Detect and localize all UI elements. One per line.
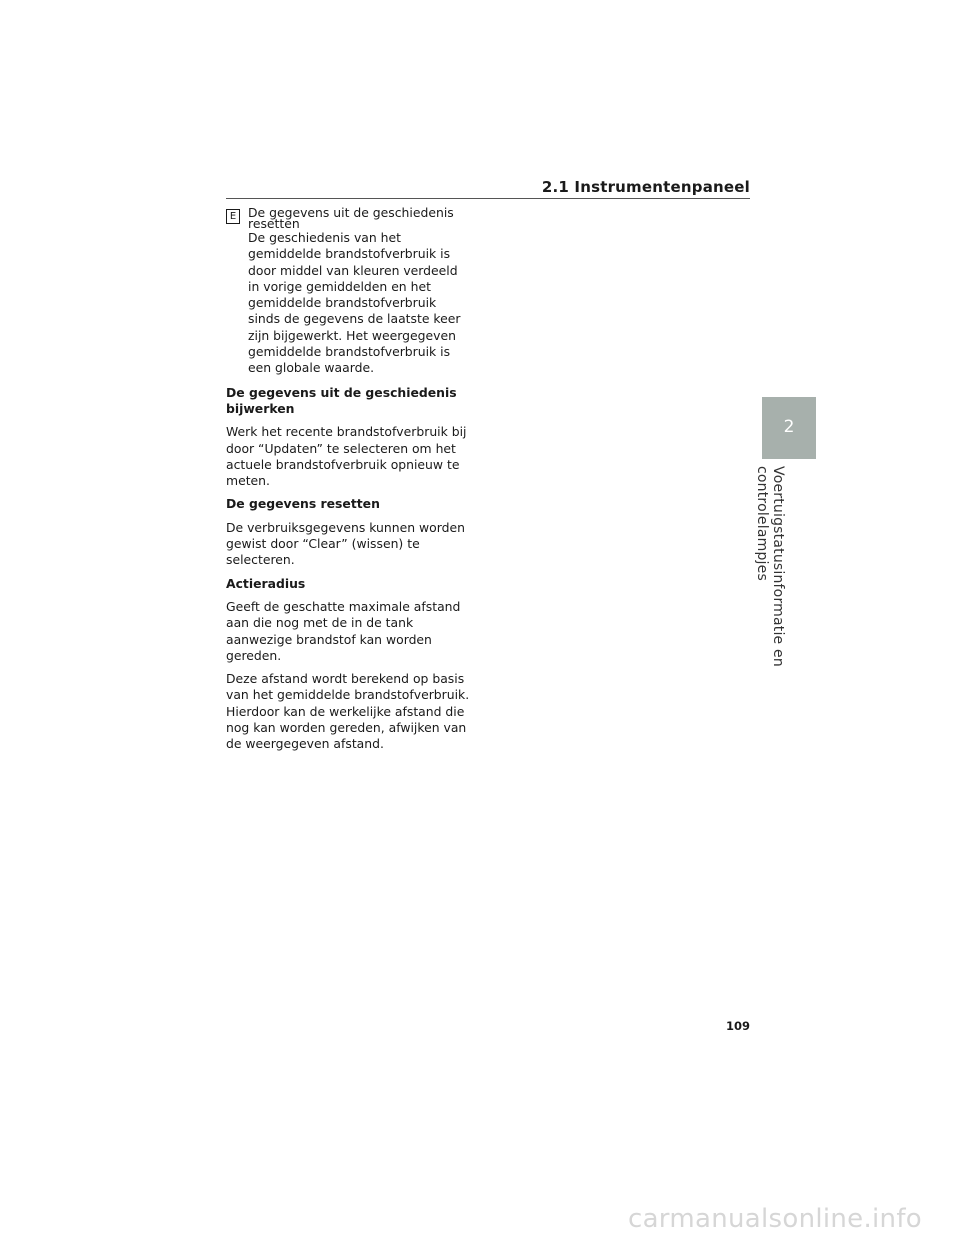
chapter-number: 2 (783, 417, 795, 437)
section-title: 2.1 Instrumentenpaneel (541, 178, 750, 196)
item-body: De geschiedenis van het gemiddelde brandstofverbruik is door middel van kleuren verdeeld in vorige gemiddelden en het gemiddelde brandstofverbruik sinds de gegevens de laatste keer zijn bijgewerkt. Het weergegeven gemiddelde brandstofverbruik is een globale waarde. (248, 230, 461, 376)
chapter-label: Voertuigstatusinformatie en controlelampjes (754, 466, 786, 667)
paragraph: Geeft de geschatte maximale afstand aan die nog met de in de tank aanwezige brandstof kan worden gereden. (226, 598, 461, 663)
page-number: 109 (725, 1019, 750, 1033)
chapter-tab (762, 397, 816, 459)
main-content (226, 207, 471, 760)
paragraph: Deze afstand wordt berekend op basis van het gemiddelde brandstofverbruik. Hierdoor kan de werkelijke afstand die nog kan worden gereden, afwijken van de weergegeven afstand. (226, 671, 470, 752)
paragraph: De verbruiksgegevens kunnen worden gewist door “Clear” (wissen) te selecteren. (226, 519, 465, 568)
item-title: De gegevens uit de geschiedenis resetten (248, 205, 454, 231)
list-item-e (226, 207, 471, 377)
section-heading: Actieradius (226, 575, 306, 591)
section-heading: De gegevens resetten (226, 496, 380, 512)
key-label-e: E (226, 209, 240, 224)
header-rule (226, 198, 750, 199)
watermark[interactable]: carmanualsonline.info (627, 1204, 922, 1234)
paragraph: Werk het recente brandstofverbruik bij door “Updaten” te selecteren om het actuele brandstofverbruik opnieuw te meten. (226, 424, 467, 489)
section-heading: De gegevens uit de geschiedenis bijwerken (226, 384, 457, 416)
